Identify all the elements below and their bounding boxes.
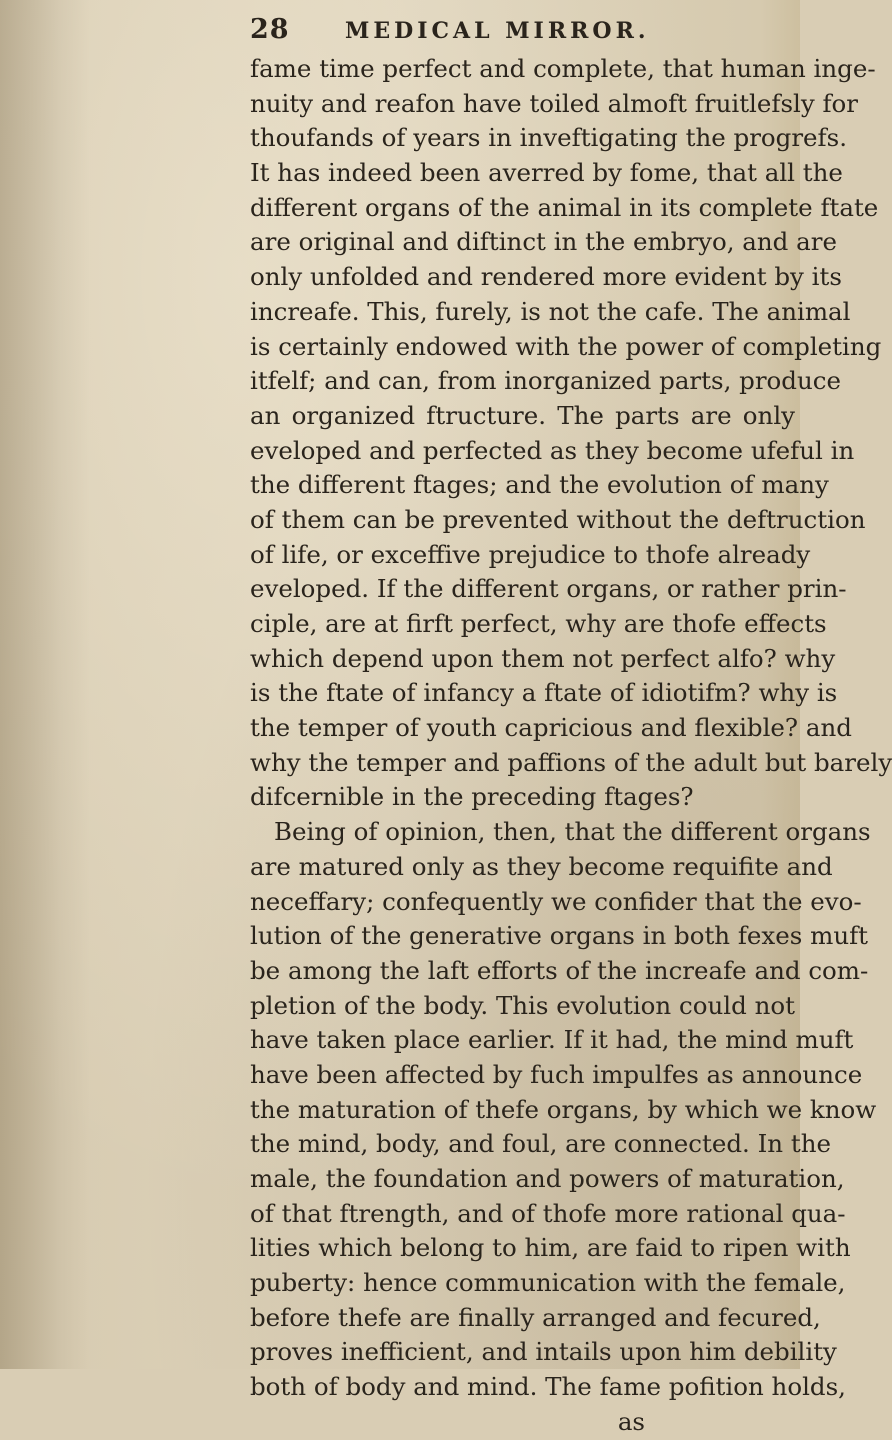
text-line: of them can be prevented without the deftruction xyxy=(250,504,866,534)
text-line: of that ftrength, and of thofe more rational qua- xyxy=(250,1198,846,1228)
text-line: the different ftages; and the evolution of many xyxy=(250,470,829,500)
text-line: Being of opinion, then, that the different organs xyxy=(274,817,871,847)
text-line: nuity and reafon have toiled almoft fruitlefsly for xyxy=(250,88,859,118)
text-line: eveloped. If the different organs, or rather prin- xyxy=(250,574,847,604)
text-line: It has indeed been averred by fome, that all the xyxy=(250,158,843,188)
text-line: neceffary; confequently we confider that the evo- xyxy=(250,886,862,916)
text-line: be among the laft efforts of the increafe and com- xyxy=(250,955,869,985)
text-line: the maturation of thefe organs, by which we know xyxy=(250,1094,877,1124)
running-head: MEDICAL MIRROR. xyxy=(345,18,650,44)
text-line: pletion of the body. This evolution could not xyxy=(250,990,795,1020)
text-line: only unfolded and rendered more evident by its xyxy=(250,262,842,292)
text-line: ciple, are at firft perfect, why are thofe effects xyxy=(250,609,827,638)
page-header xyxy=(250,6,790,46)
text-line: fame time perfect and complete, that human inge- xyxy=(250,54,876,83)
text-line: are matured only as they become requifite and xyxy=(250,851,833,881)
text-line: difcernible in the preceding ftages? xyxy=(250,782,694,812)
text-line: proves inefficient, and intails upon him debility xyxy=(250,1337,837,1367)
text-line: increafe. This, furely, is not the cafe. The animal xyxy=(250,296,851,326)
text-line: the mind, body, and foul, are connected. In the xyxy=(250,1129,831,1159)
text-line: why the temper and paffions of the adult but barely xyxy=(250,747,892,777)
text-line: is the ftate of infancy a ftate of idiotifm? why is xyxy=(250,678,838,708)
page-gutter-shadow xyxy=(0,0,90,1369)
text-line: lities which belong to him, are faid to ripen with xyxy=(250,1233,851,1263)
text-line: thoufands of years in inveftigating the progrefs. xyxy=(250,123,847,153)
text-line: have been affected by fuch impulfes as announce xyxy=(250,1059,863,1089)
text-line: puberty: hence communication with the female, xyxy=(250,1268,846,1298)
paragraph-2 xyxy=(250,815,877,1405)
text-line: are original and diftinct in the embryo, and are xyxy=(250,227,837,257)
catchword: as xyxy=(617,1406,645,1436)
text-line: male, the foundation and powers of maturation, xyxy=(250,1164,845,1193)
text-line: both of body and mind. The fame pofition holds, xyxy=(250,1372,846,1402)
body-text xyxy=(250,52,892,1440)
paragraph-1 xyxy=(250,52,892,815)
text-line: an organized ftructure. The parts are only xyxy=(250,400,795,430)
text-line: itfelf; and can, from inorganized parts, produce xyxy=(250,366,841,396)
text-line: lution of the generative organs in both fexes muft xyxy=(250,921,869,951)
text-line: the temper of youth capricious and flexible? and xyxy=(250,713,852,743)
text-line: different organs of the animal in its complete ftate xyxy=(250,192,879,222)
text-line: is certainly endowed with the power of completing xyxy=(250,331,882,361)
text-line: before thefe are finally arranged and fecured, xyxy=(250,1302,821,1332)
text-line: of life, or exceffive prejudice to thofe already xyxy=(250,539,811,569)
text-line: have taken place earlier. If it had, the mind muft xyxy=(250,1025,854,1055)
text-line: eveloped and perfected as they become ufeful in xyxy=(250,435,855,465)
page-number: 28 xyxy=(250,14,290,45)
text-line: which depend upon them not perfect alfo? why xyxy=(250,643,836,673)
